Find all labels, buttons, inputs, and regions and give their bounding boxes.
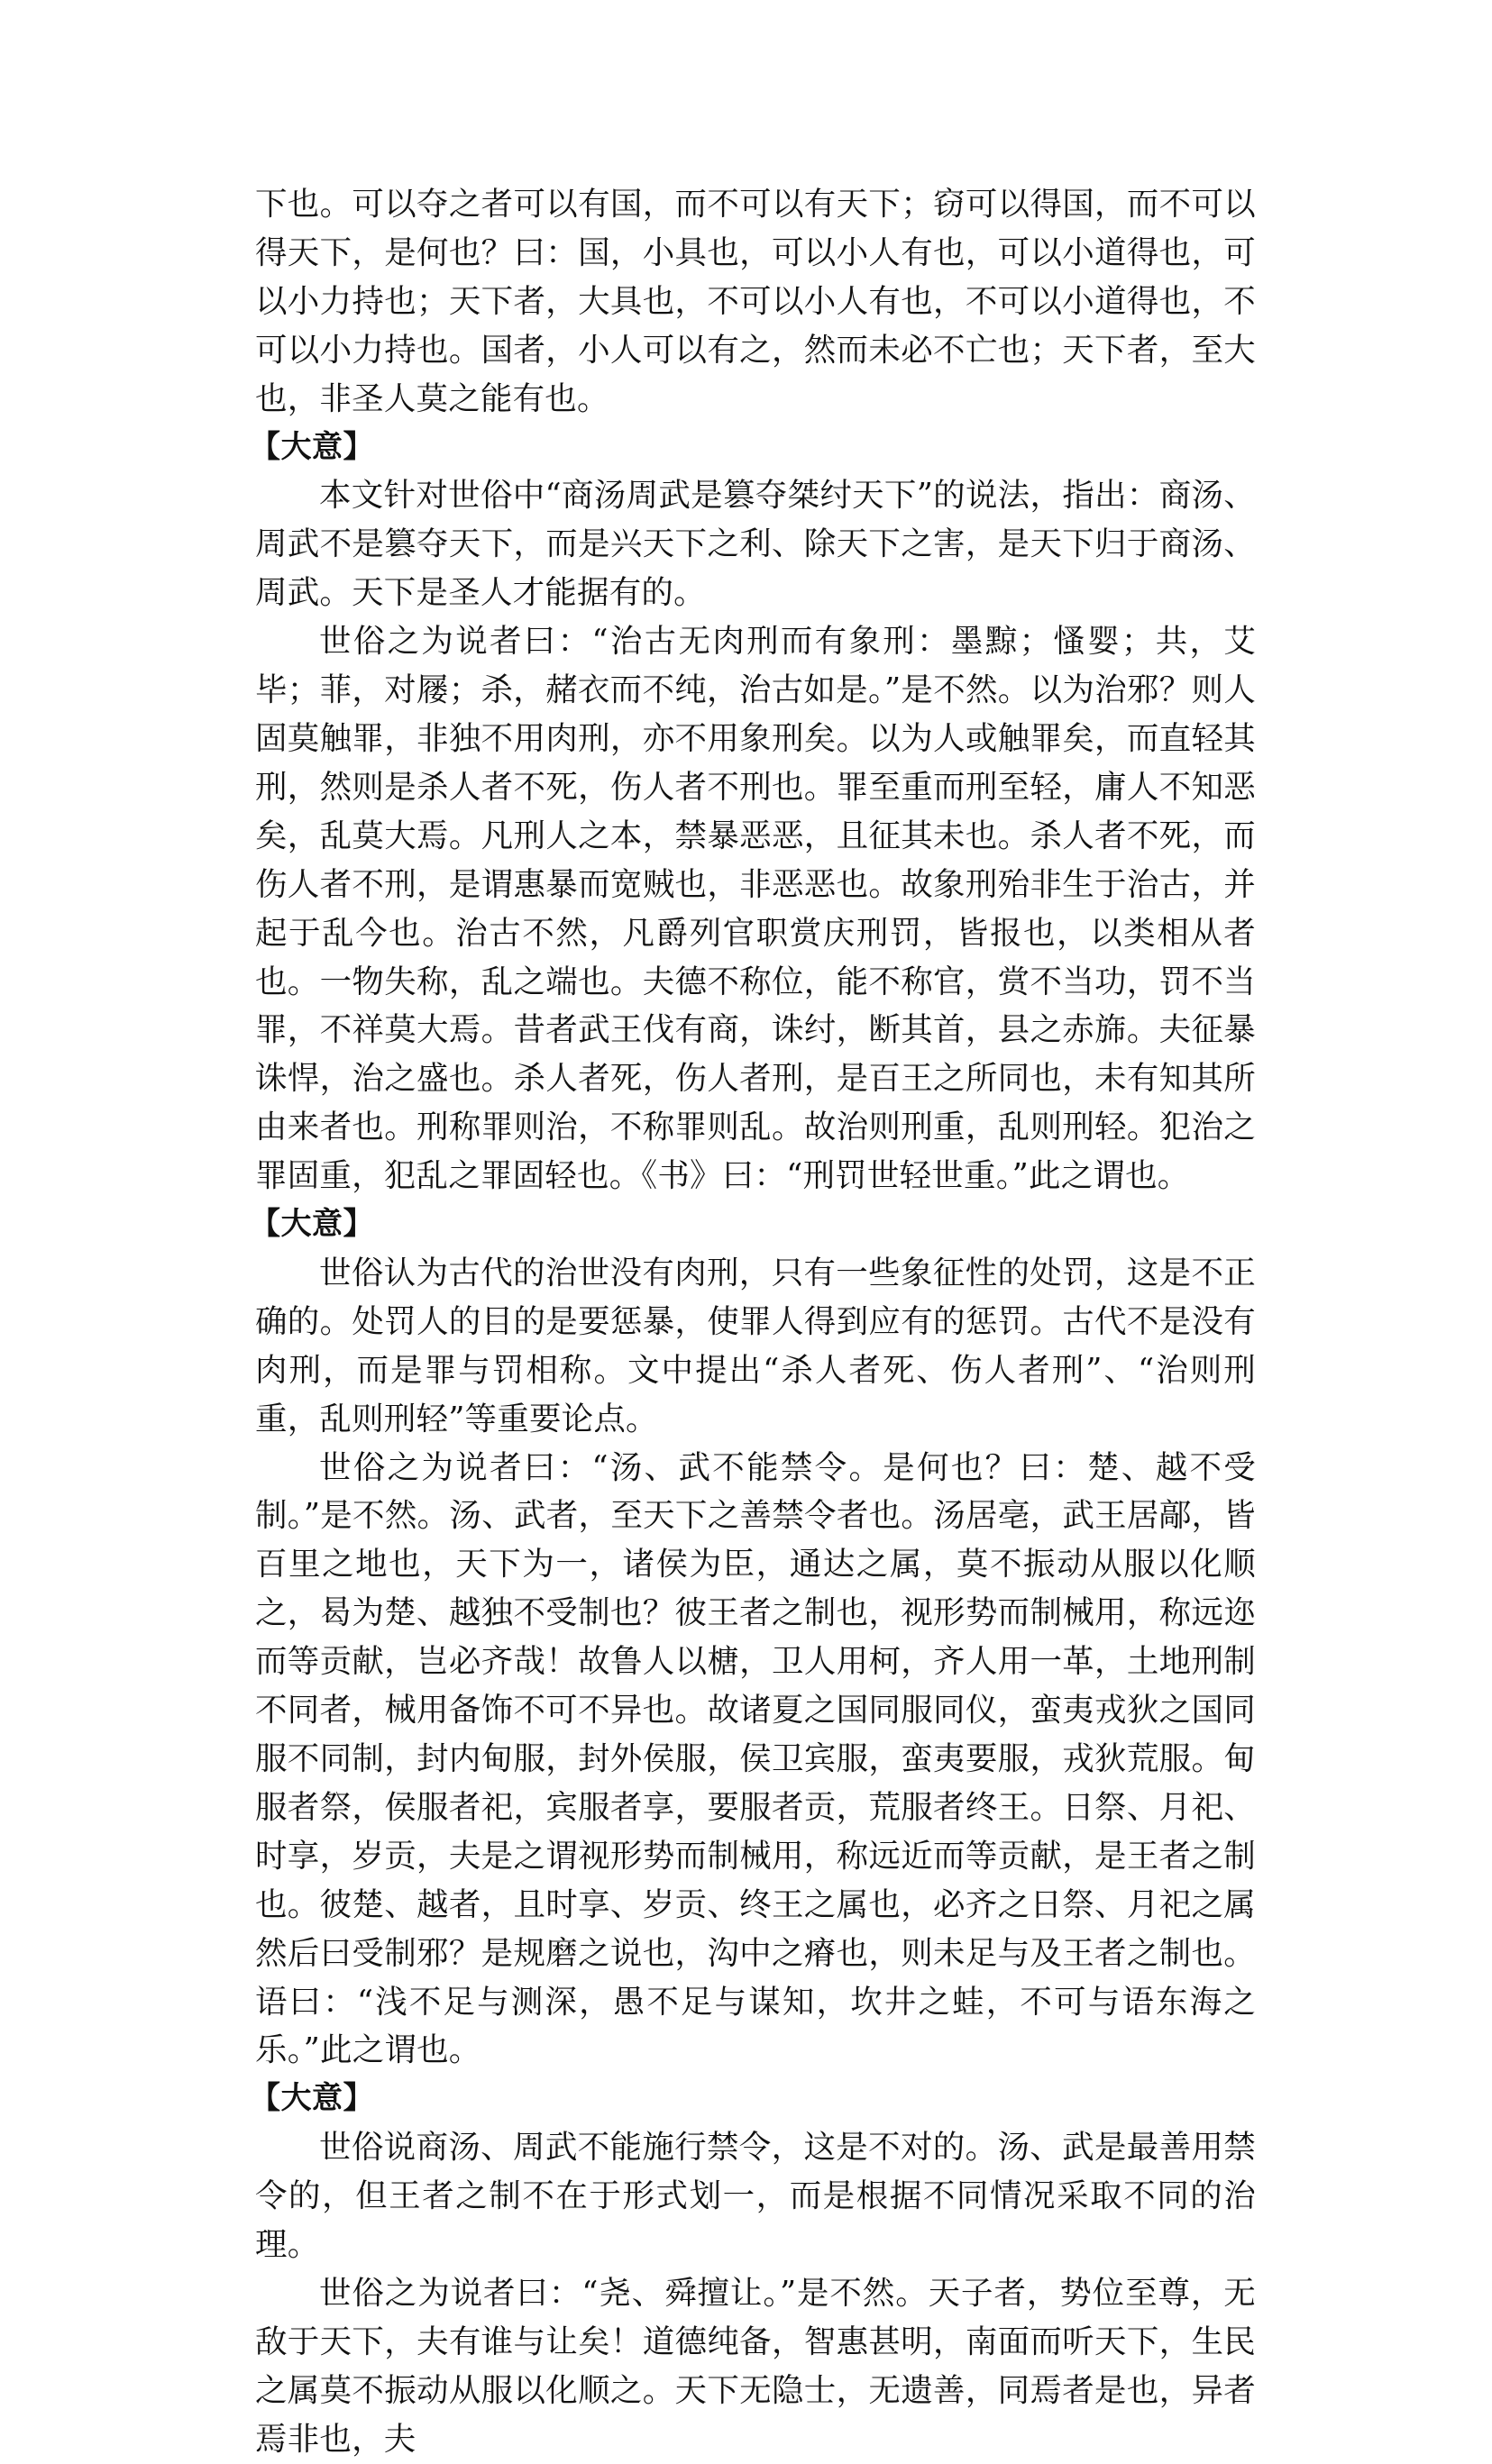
paragraph-5: 世俗之为说者曰：“汤、武不能禁令。是何也？曰：楚、越不受制。”是不然。汤、武者，至天下之善禁令者也。汤居亳，武王居鄗，皆百里之地也，天下为一，诸侯为臣，通达之属，莫不振动从服以化顺之，曷为楚、越独不受制也？彼王者之制也，视形势而制械用，称远迩而等贡献，岂必齐哉！故鲁人以榶，卫人用柯，齐人用一革，土地刑制不同者，械用备饰不可不异也。故诸夏之国同服同仪，蛮夷戎狄之国同服不同制，封内甸服，封外侯服，侯卫宾服，蛮夷要服，戎狄荒服。甸服者祭，侯服者祀，宾服者享，要服者贡，荒服者终王。日祭、月祀、时享，岁贡，夫是之谓视形势而制械用，称远近而等贡献，是王者之制也。彼楚、越者，且时享、岁贡、终王之属也，必齐之日祭、月祀之属然后曰受制邪？是规磨之说也，沟中之瘠也，则未足与及王者之制也。语曰：“浅不足与测深，愚不足与谋知，坎井之蛙，不可与语东海之乐。”此之谓也。 (255, 1448, 1256, 2069)
paragraph-6: 世俗说商汤、周武不能施行禁令，这是不对的。汤、武是最善用禁令的，但王者之制不在于形式划一，而是根据不同情况采取不同的治理。 (255, 2129, 1256, 2264)
section-heading-2: 【大意】 (250, 1206, 374, 1243)
document-page (250, 180, 1256, 2464)
paragraph-4: 世俗认为古代的治世没有肉刑，只有一些象征性的处罚，这是不正确的。处罚人的目的是要惩暴，使罪人得到应有的惩罚。古代不是没有肉刑，而是罪与罚相称。文中提出“杀人者死、伤人者刑”、“治则刑重，乱则刑轻”等重要论点。 (255, 1254, 1256, 1437)
paragraph-1: 下也。可以夺之者可以有国，而不可以有天下；窃可以得国，而不可以得天下，是何也？曰：国，小具也，可以小人有也，可以小道得也，可以小力持也；天下者，大具也，不可以小人有也，不可以小道得也，不可以小力持也。国者，小人可以有之，然而未必不亡也；天下者，至大也，非圣人莫之能有也。 (255, 186, 1256, 417)
paragraph-2: 本文针对世俗中“商汤周武是篡夺桀纣天下”的说法，指出：商汤、周武不是篡夺天下，而是兴天下之利、除天下之害，是天下归于商汤、周武。天下是圣人才能据有的。 (255, 477, 1256, 612)
paragraph-3: 世俗之为说者曰：“治古无肉刑而有象刑：墨黥；慅婴；共，艾毕；菲，对屦；杀，赭衣而不纯，治古如是。”是不然。以为治邪？则人固莫触罪，非独不用肉刑，亦不用象刑矣。以为人或触罪矣，而直轻其刑，然则是杀人者不死，伤人者不刑也。罪至重而刑至轻，庸人不知恶矣，乱莫大焉。凡刑人之本，禁暴恶恶，且征其未也。杀人者不死，而伤人者不刑，是谓惠暴而宽贼也，非恶恶也。故象刑殆非生于治古，并起于乱今也。治古不然，凡爵列官职赏庆刑罚，皆报也，以类相从者也。一物失称，乱之端也。夫德不称位，能不称官，赏不当功，罚不当罪，不祥莫大焉。昔者武王伐有商，诛纣，断其首，县之赤旆。夫征暴诛悍，治之盛也。杀人者死，伤人者刑，是百王之所同也，未有知其所由来者也。刑称罪则治，不称罪则乱。故治则刑重，乱则刑轻。犯治之罪固重，犯乱之罪固轻也。《书》曰：“刑罚世轻世重。”此之谓也。 (255, 623, 1256, 1195)
section-heading-1: 【大意】 (250, 428, 374, 465)
paragraph-7: 世俗之为说者曰：“尧、舜擅让。”是不然。天子者，势位至尊，无敌于天下，夫有谁与让矣！道德纯备，智惠甚明，南面而听天下，生民之属莫不振动从服以化顺之。天下无隐士，无遗善，同焉者是也，异者焉非也，夫 (255, 2274, 1256, 2458)
section-heading-3: 【大意】 (250, 2080, 374, 2117)
